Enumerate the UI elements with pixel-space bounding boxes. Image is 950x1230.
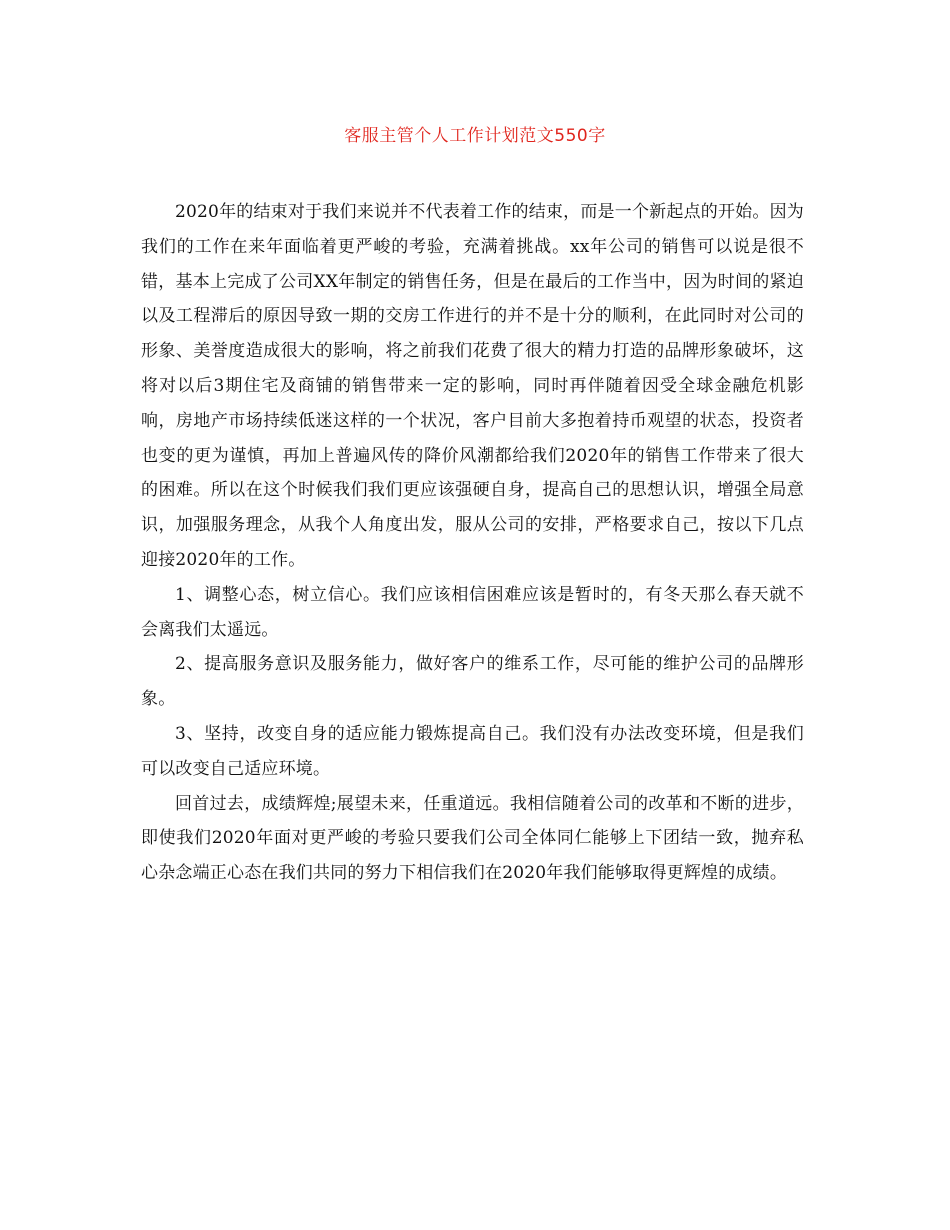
document-body [141,195,804,891]
paragraph-point-1: 1、调整心态，树立信心。我们应该相信困难应该是暂时的，有冬天那么春天就不会离我们太遥远。 [141,584,804,640]
paragraph-conclusion: 回首过去，成绩辉煌;展望未来，任重道远。我相信随着公司的改革和不断的进步，即使我们2020年面对更严峻的考验只要我们公司全体同仁能够上下团结一致，抛弃私心杂念端正心态在我们共同的努力下相信我们在2020年我们能够取得更辉煌的成绩。 [141,793,804,884]
paragraph-intro: 2020年的结束对于我们来说并不代表着工作的结束，而是一个新起点的开始。因为我们的工作在来年面临着更严峻的考验，充满着挑战。xx年公司的销售可以说是很不错，基本上完成了公司XX年制定的销售任务，但是在最后的工作当中，因为时间的紧迫以及工程滞后的原因导致一期的交房工作进行的并不是十分的顺利，在此同时对公司的形象、美誉度造成很大的影响，将之前我们花费了很大的精力打造的品牌形象破坏，这将对以后3期住宅及商铺的销售带来一定的影响，同时再伴随着因受全球金融危机影响，房地产市场持续低迷这样的一个状况，客户目前大多抱着持币观望的状态，投资者也变的更为谨慎，再加上普遍风传的降价风潮都给我们2020年的销售工作带来了很大的困难。所以在这个时候我们我们更应该强硬自身，提高自己的思想认识，增强全局意识，加强服务理念，从我个人角度出发，服从公司的安排，严格要求自己，按以下几点迎接2020年的工作。 [141,202,804,570]
paragraph-point-3: 3、坚持，改变自身的适应能力锻炼提高自己。我们没有办法改变环境，但是我们可以改变自己适应环境。 [141,723,804,779]
document-title: 客服主管个人工作计划范文550字 [344,126,606,146]
paragraph-point-2: 2、提高服务意识及服务能力，做好客户的维系工作，尽可能的维护公司的品牌形象。 [141,654,804,710]
